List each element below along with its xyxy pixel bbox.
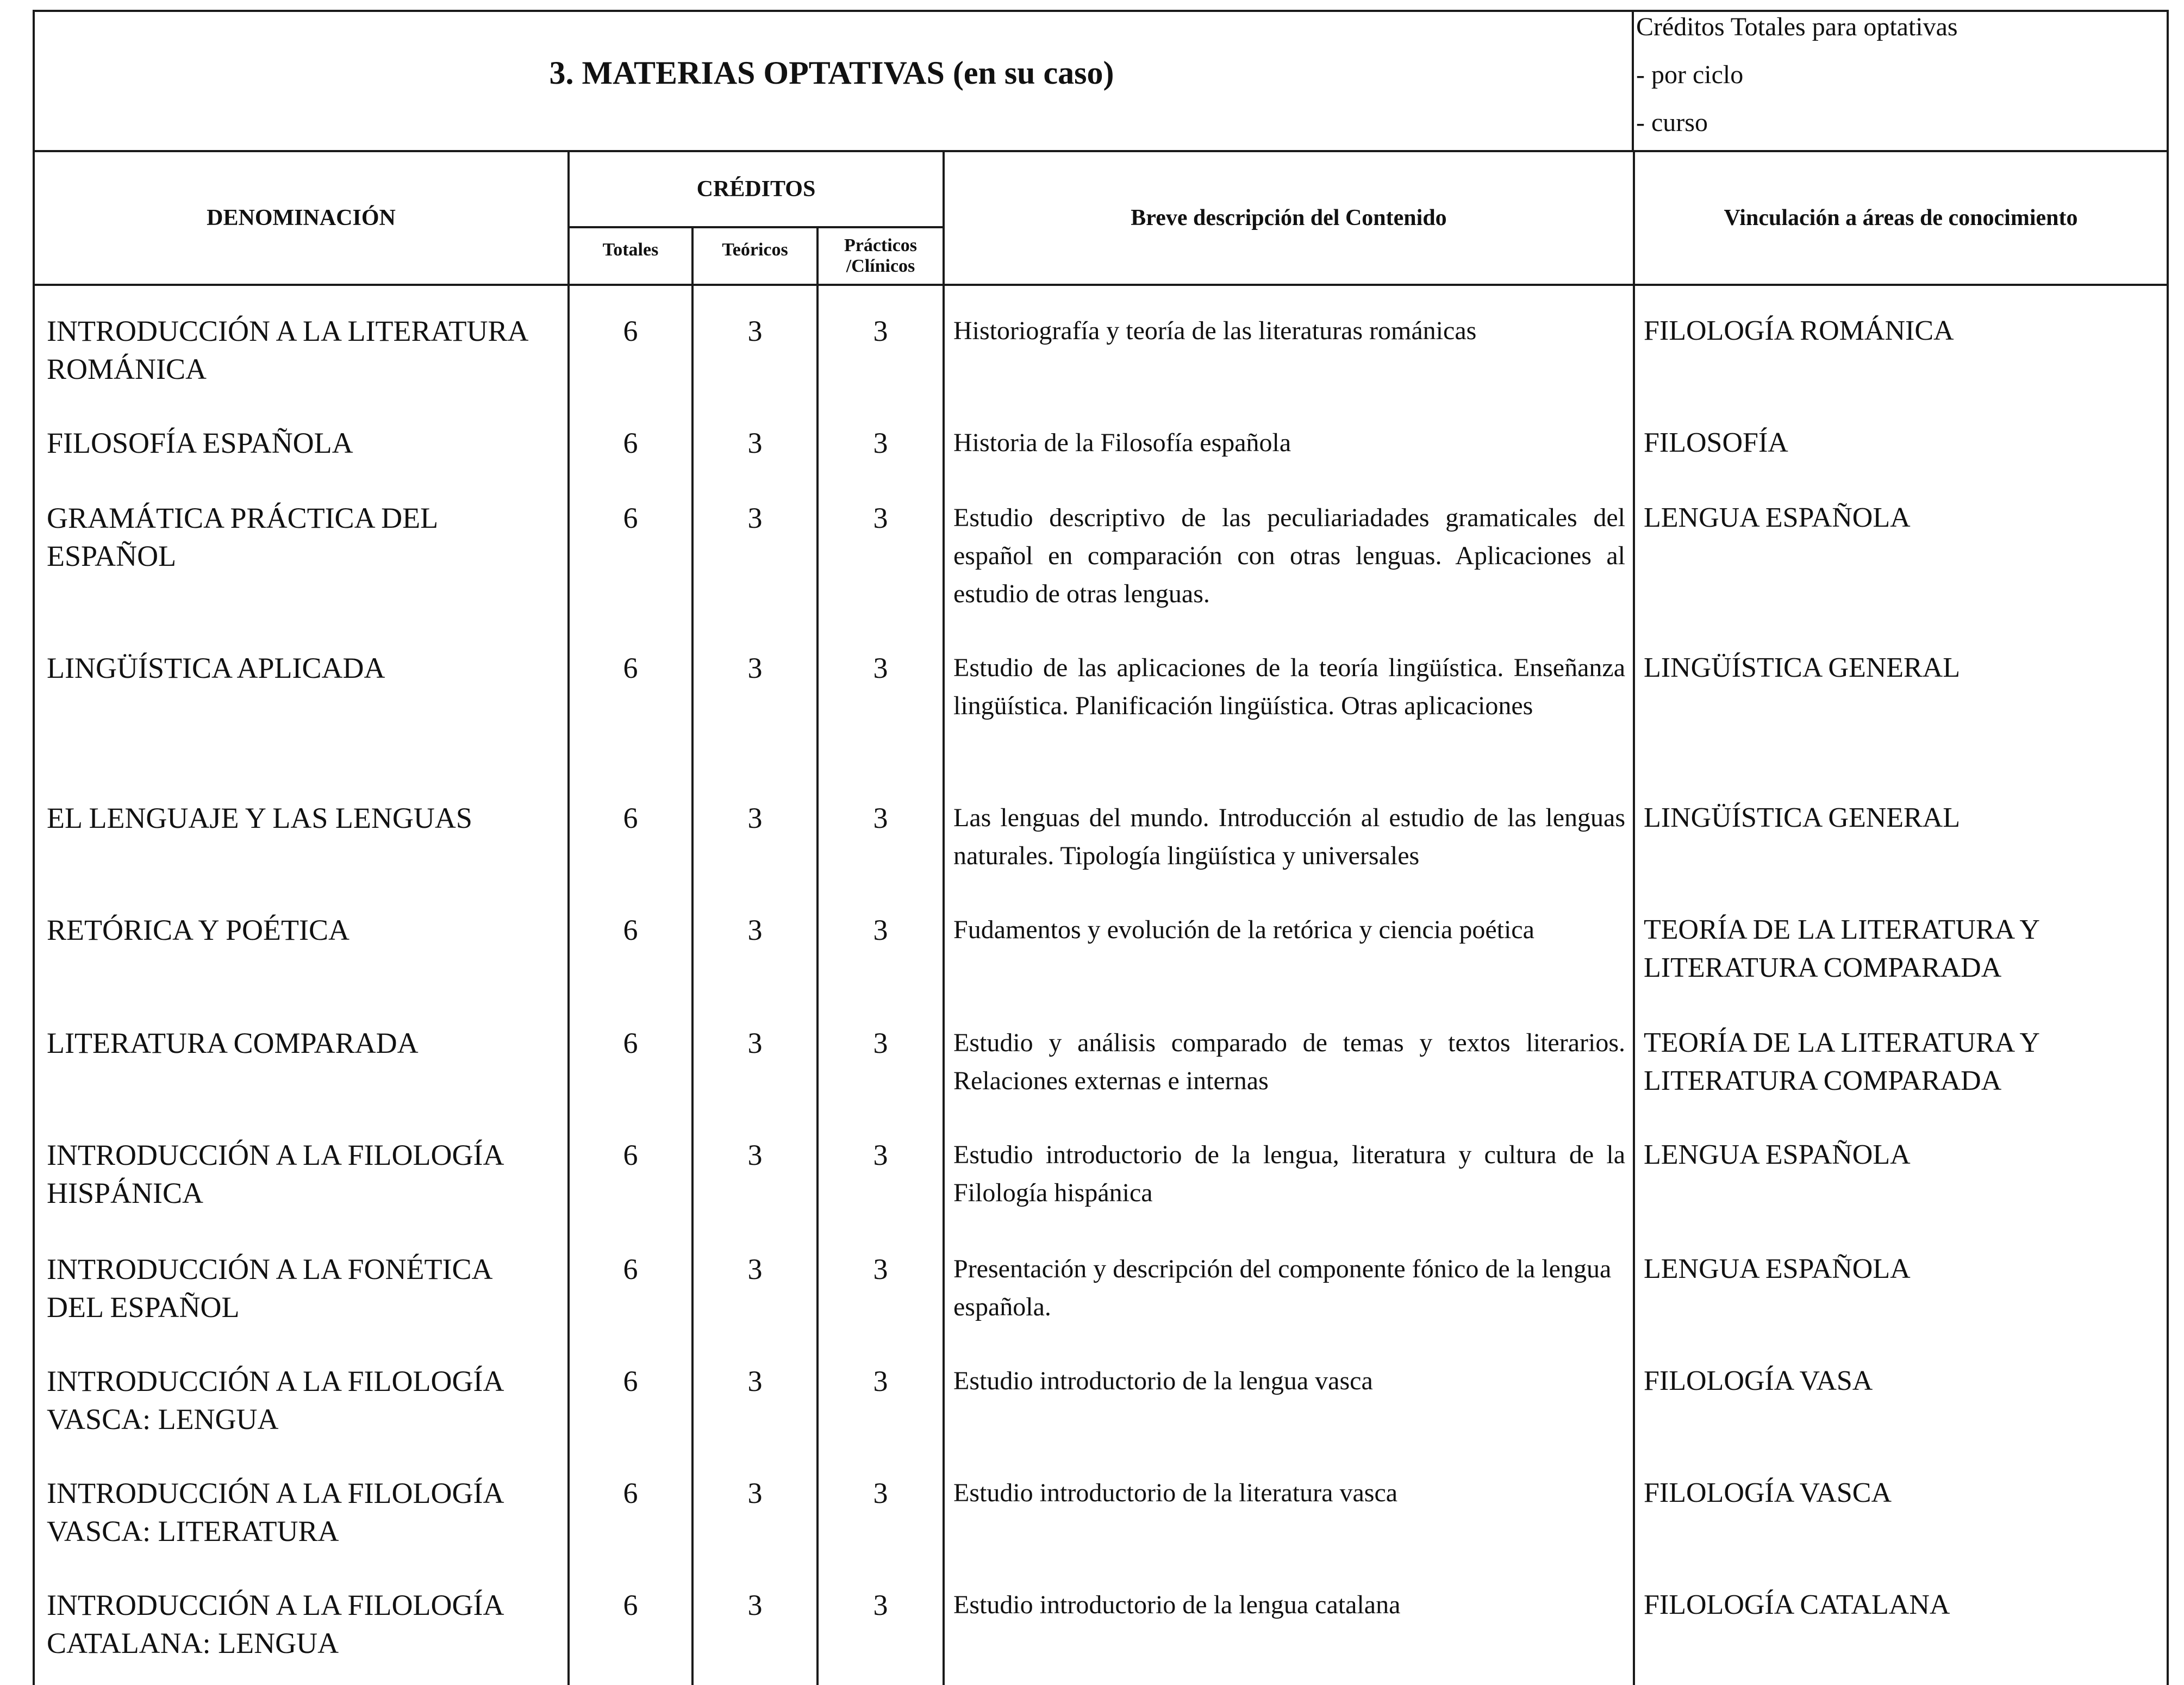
credits-note — [1636, 3, 1958, 147]
header-creditos: CRÉDITOS — [696, 177, 816, 202]
row-description: Historia de la Filosofía española — [953, 428, 1291, 457]
row-teoricos: 3 — [747, 1589, 763, 1621]
row-practicos: 3 — [873, 914, 888, 946]
row-teoricos: 3 — [747, 427, 763, 459]
row-name: INTRODUCCIÓN A LA FILOLOGÍA CATALANA: LENGUA — [47, 1589, 503, 1659]
credits-note-line: - por ciclo — [1636, 60, 1744, 89]
row-teoricos: 3 — [747, 315, 763, 347]
row-name: INTRODUCCIÓN A LA FILOLOGÍA HISPÁNICA — [47, 1139, 503, 1209]
row-totales: 6 — [623, 1365, 638, 1397]
row-practicos: 3 — [873, 1253, 888, 1285]
row-totales: 6 — [623, 1253, 638, 1285]
row-name: LITERATURA COMPARADA — [47, 1027, 419, 1059]
row-totales: 6 — [623, 1027, 638, 1059]
row-totales: 6 — [623, 802, 638, 834]
page-title: 3. MATERIAS OPTATIVAS (en su caso) — [549, 55, 1114, 91]
row-practicos: 3 — [873, 802, 888, 834]
row-totales: 6 — [623, 914, 638, 946]
header-denominacion: DENOMINACIÓN — [207, 205, 396, 230]
row-totales: 6 — [623, 1139, 638, 1171]
col-divider-5 — [1633, 152, 1635, 1685]
row-practicos: 3 — [873, 502, 888, 534]
credits-note-line: Créditos Totales para optativas — [1636, 13, 1958, 41]
header-practicos: Prácticos /Clínicos — [844, 235, 918, 276]
row-area: FILOLOGÍA VASCA — [1644, 1477, 1892, 1508]
row-name: INTRODUCCIÓN A LA FILOLOGÍA VASCA: LITERATURA — [47, 1477, 503, 1547]
row-area: TEORÍA DE LA LITERATURA Y LITERATURA COMPARADA — [1644, 1027, 2039, 1096]
row-teoricos: 3 — [747, 1365, 763, 1397]
row-description: Las lenguas del mundo. Introducción al estudio de las lenguas naturales. Tipología lingüística y universales — [953, 803, 1625, 870]
row-teoricos: 3 — [747, 802, 763, 834]
row-totales: 6 — [623, 1589, 638, 1621]
row-description: Estudio introductorio de la literatura vasca — [953, 1478, 1398, 1507]
header-vinculacion: Vinculación a áreas de conocimiento — [1724, 205, 2078, 230]
row-teoricos: 3 — [747, 1027, 763, 1059]
row-totales: 6 — [623, 315, 638, 347]
header-bottom-border — [33, 284, 2169, 286]
row-practicos: 3 — [873, 1139, 888, 1171]
row-description: Estudio descriptivo de las peculiariadades gramaticales del español en comparación con otras lenguas. Aplicaciones al estudio de otras lenguas. — [953, 503, 1625, 608]
row-totales: 6 — [623, 652, 638, 684]
row-area: FILOLOGÍA CATALANA — [1644, 1589, 1950, 1620]
row-description: Presentación y descripción del componente fónico de la lengua española. — [953, 1255, 1612, 1321]
row-name: RETÓRICA Y POÉTICA — [47, 914, 350, 946]
col-divider-4 — [943, 152, 945, 1685]
row-name: INTRODUCCIÓN A LA FILOLOGÍA VASCA: LENGUA — [47, 1365, 503, 1436]
credits-note-line: - curso — [1636, 108, 1708, 137]
row-name: FILOSOFÍA ESPAÑOLA — [47, 427, 353, 459]
row-area: LINGÜÍSTICA GENERAL — [1644, 652, 1961, 683]
row-area: LINGÜÍSTICA GENERAL — [1644, 802, 1961, 833]
row-description: Estudio introductorio de la lengua, literatura y cultura de la Filología hispánica — [953, 1140, 1625, 1207]
row-description: Estudio de las aplicaciones de la teoría lingüística. Enseñanza lingüística. Planificación lingüística. Otras aplicaciones — [953, 653, 1625, 720]
header-descripcion: Breve descripción del Contenido — [1131, 205, 1447, 230]
row-teoricos: 3 — [747, 914, 763, 946]
row-name: GRAMÁTICA PRÁCTICA DEL ESPAÑOL — [47, 502, 438, 572]
row-area: TEORÍA DE LA LITERATURA Y LITERATURA COMPARADA — [1644, 914, 2039, 983]
row-practicos: 3 — [873, 1477, 888, 1509]
row-practicos: 3 — [873, 427, 888, 459]
row-area: FILOLOGÍA ROMÁNICA — [1644, 315, 1954, 346]
row-teoricos: 3 — [747, 1477, 763, 1509]
row-practicos: 3 — [873, 1027, 888, 1059]
row-practicos: 3 — [873, 315, 888, 347]
row-area: LENGUA ESPAÑOLA — [1644, 502, 1911, 533]
title-divider — [1632, 10, 1634, 152]
row-teoricos: 3 — [747, 1139, 763, 1171]
row-teoricos: 3 — [747, 1253, 763, 1285]
row-name: EL LENGUAJE Y LAS LENGUAS — [47, 802, 472, 834]
row-totales: 6 — [623, 502, 638, 534]
row-name: LINGÜÍSTICA APLICADA — [47, 652, 385, 684]
row-description: Estudio introductorio de la lengua catalana — [953, 1590, 1401, 1619]
row-description: Estudio introductorio de la lengua vasca — [953, 1366, 1373, 1395]
row-teoricos: 3 — [747, 652, 763, 684]
row-name: INTRODUCCIÓN A LA FONÉTICA DEL ESPAÑOL — [47, 1253, 491, 1324]
row-description: Estudio y análisis comparado de temas y textos literarios. Relaciones externas e internas — [953, 1028, 1625, 1095]
row-name: INTRODUCCIÓN A LA LITERATURA ROMÁNICA — [47, 315, 527, 385]
row-totales: 6 — [623, 1477, 638, 1509]
row-practicos: 3 — [873, 652, 888, 684]
row-totales: 6 — [623, 427, 638, 459]
row-description: Fudamentos y evolución de la retórica y ciencia poética — [953, 915, 1534, 944]
right-border — [2167, 10, 2169, 1685]
row-area: LENGUA ESPAÑOLA — [1644, 1139, 1911, 1170]
row-area: FILOSOFÍA — [1644, 427, 1788, 458]
row-area: FILOLOGÍA VASA — [1644, 1365, 1873, 1396]
row-area: LENGUA ESPAÑOLA — [1644, 1253, 1911, 1284]
row-practicos: 3 — [873, 1365, 888, 1397]
header-teoricos: Teóricos — [722, 240, 788, 260]
row-teoricos: 3 — [747, 502, 763, 534]
row-practicos: 3 — [873, 1589, 888, 1621]
row-description: Historiografía y teoría de las literaturas románicas — [953, 316, 1477, 345]
header-totales: Totales — [602, 240, 659, 260]
